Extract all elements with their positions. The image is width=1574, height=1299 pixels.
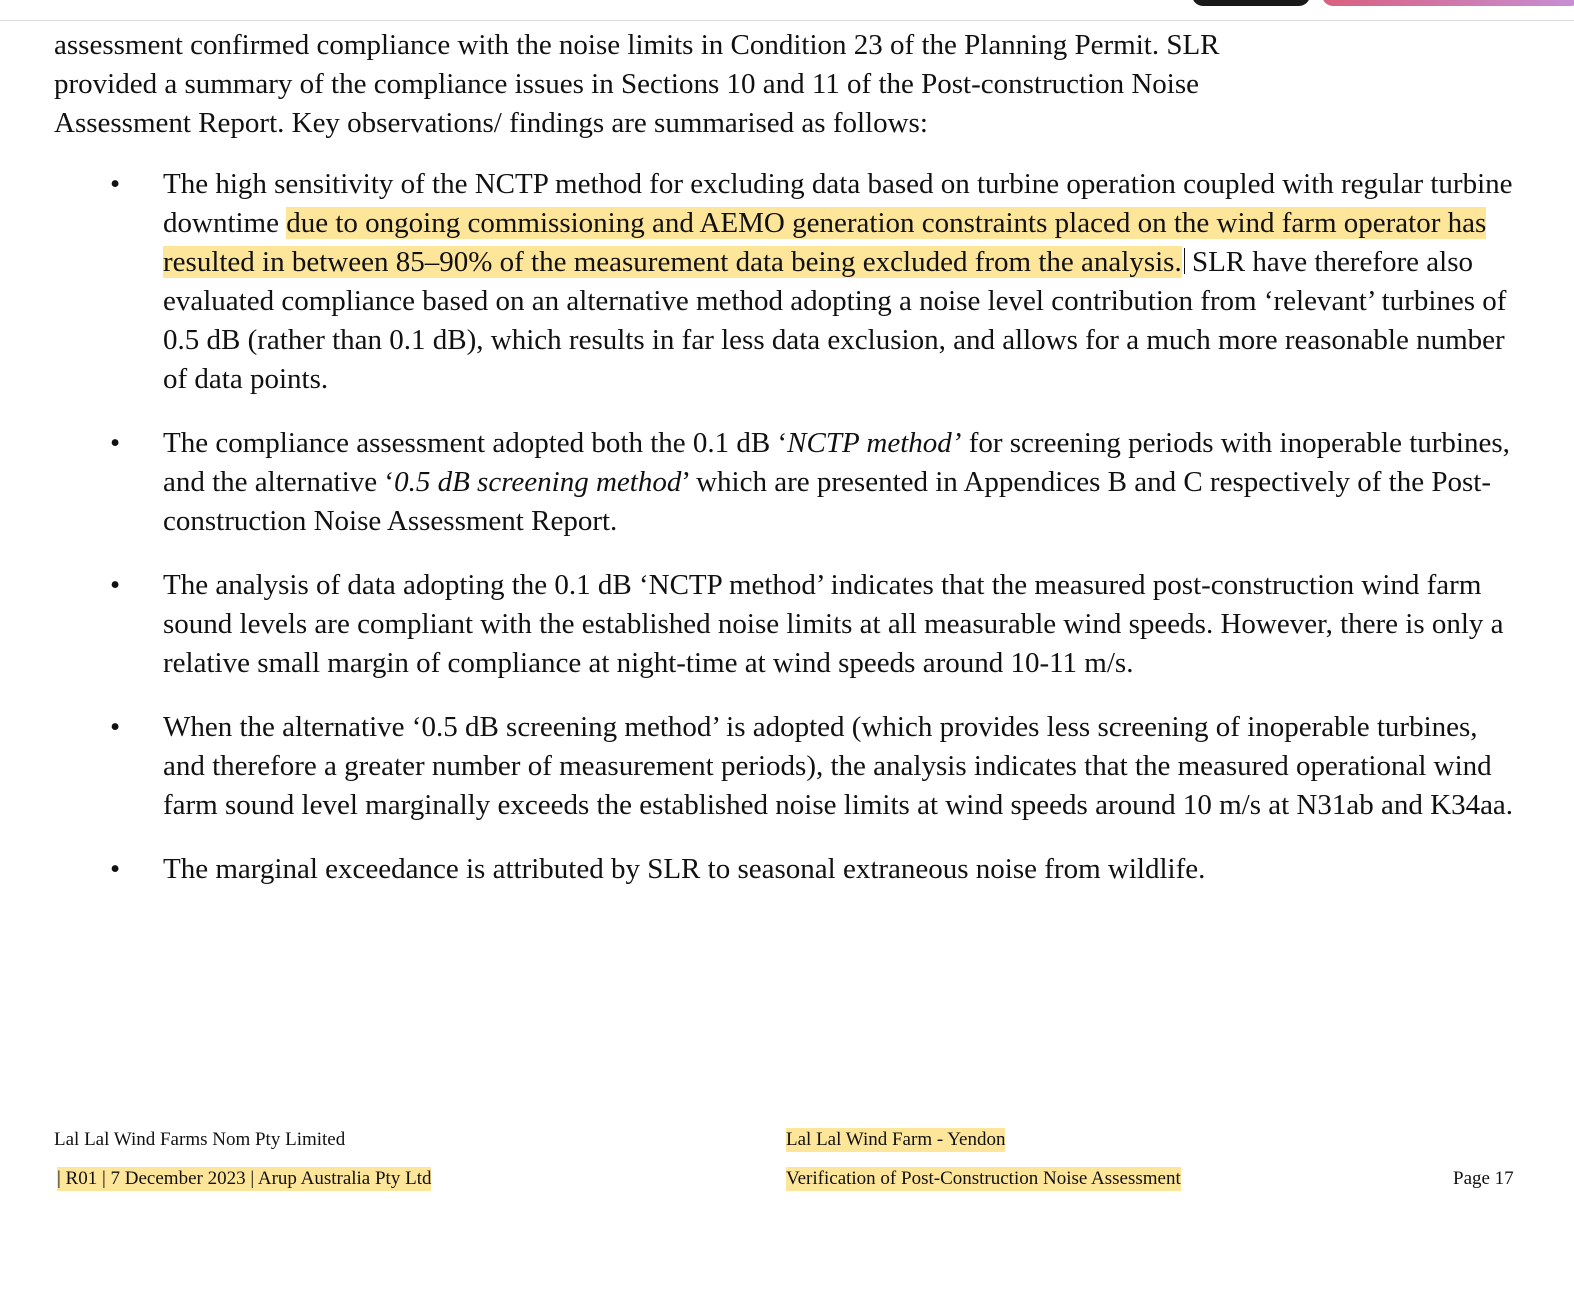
finding-item-2 (54, 424, 1523, 541)
finding-2-middle: for screening periods with inoperable turbines, and the alternative ‘ (163, 427, 1510, 498)
finding-5-text: The marginal exceedance is attributed by SLR to seasonal extraneous noise from wildlife. (163, 853, 1206, 885)
finding-2-end: ’ which are presented in Appendices B and C respectively of the Post-construction Noise Assessment Report. (163, 466, 1491, 537)
intro-line-3: Assessment Report. Key observations/ findings are summarised as follows: (54, 107, 928, 139)
finding-item-5 (54, 850, 1523, 889)
finding-4-text: When the alternative ‘0.5 dB screening method’ is adopted (which provides less screening of inoperable turbines, and therefore a greater number of measurement periods), the analysis indicates that the measured operational wind farm sound level marginally exceeds the established noise limits at wind speeds around 10 m/s at N31ab and K34aa. (163, 711, 1514, 821)
bullet-icon: • (110, 711, 121, 743)
finding-1-continued: SLR have therefore also evaluated compliance based on an alternative method adopting a noise level contribution from ‘relevant’ turbines of 0.5 dB (rather than 0.1 dB), which results in far less data exclusion, and allows for a much more reasonable number of data points. (163, 246, 1507, 395)
finding-item-1 (54, 165, 1523, 399)
bullet-icon: • (110, 569, 121, 601)
toolbar-gradient-button[interactable] (1322, 0, 1574, 6)
footer-company: Lal Lal Wind Farms Nom Pty Limited (54, 1129, 346, 1150)
footer-document-title: Verification of Post-Construction Noise Assessment (786, 1168, 1181, 1189)
finding-1-text: The high sensitivity of the NCTP method for excluding data based on turbine operation coupled with regular turbine downtime (163, 168, 1513, 239)
finding-item-3 (54, 566, 1523, 683)
intro-line-2: provided a summary of the compliance issues in Sections 10 and 11 of the Post-construction Noise (54, 68, 1200, 100)
bullet-icon: • (110, 168, 121, 200)
finding-2-text: The compliance assessment adopted both the 0.1 dB ‘ (163, 427, 788, 459)
document-page-body (54, 26, 1524, 914)
toolbar-dark-button[interactable] (1192, 0, 1310, 6)
intro-line-1: assessment confirmed compliance with the noise limits in Condition 23 of the Planning Permit. SLR (54, 29, 1220, 61)
footer-page-number: Page 17 (1453, 1168, 1514, 1189)
bullet-icon: • (110, 853, 121, 885)
italic-method-name: NCTP method’ (787, 427, 962, 459)
footer-report-ref: | R01 | 7 December 2023 | Arup Australia Pty Ltd (57, 1168, 432, 1189)
italic-screening-method: 0.5 dB screening method (394, 466, 682, 498)
bullet-icon: • (110, 427, 121, 459)
page-top-edge (0, 0, 1574, 21)
finding-3-text: The analysis of data adopting the 0.1 dB ‘NCTP method’ indicates that the measured post-construction wind farm sound levels are compliant with the established noise limits at all measurable wind speeds. However, there is only a relative small margin of compliance at night-time at wind speeds around 10-11 m/s. (163, 569, 1504, 679)
footer-project-name: Lal Lal Wind Farm - Yendon (786, 1129, 1006, 1150)
highlighted-text[interactable]: due to ongoing commissioning and AEMO generation constraints placed on the wind farm operator has resulted in between 85–90% of the measurement data being excluded from the analysis. (163, 207, 1487, 278)
finding-item-4 (54, 708, 1523, 825)
intro-paragraph (54, 26, 1434, 143)
findings-list (54, 165, 1524, 889)
